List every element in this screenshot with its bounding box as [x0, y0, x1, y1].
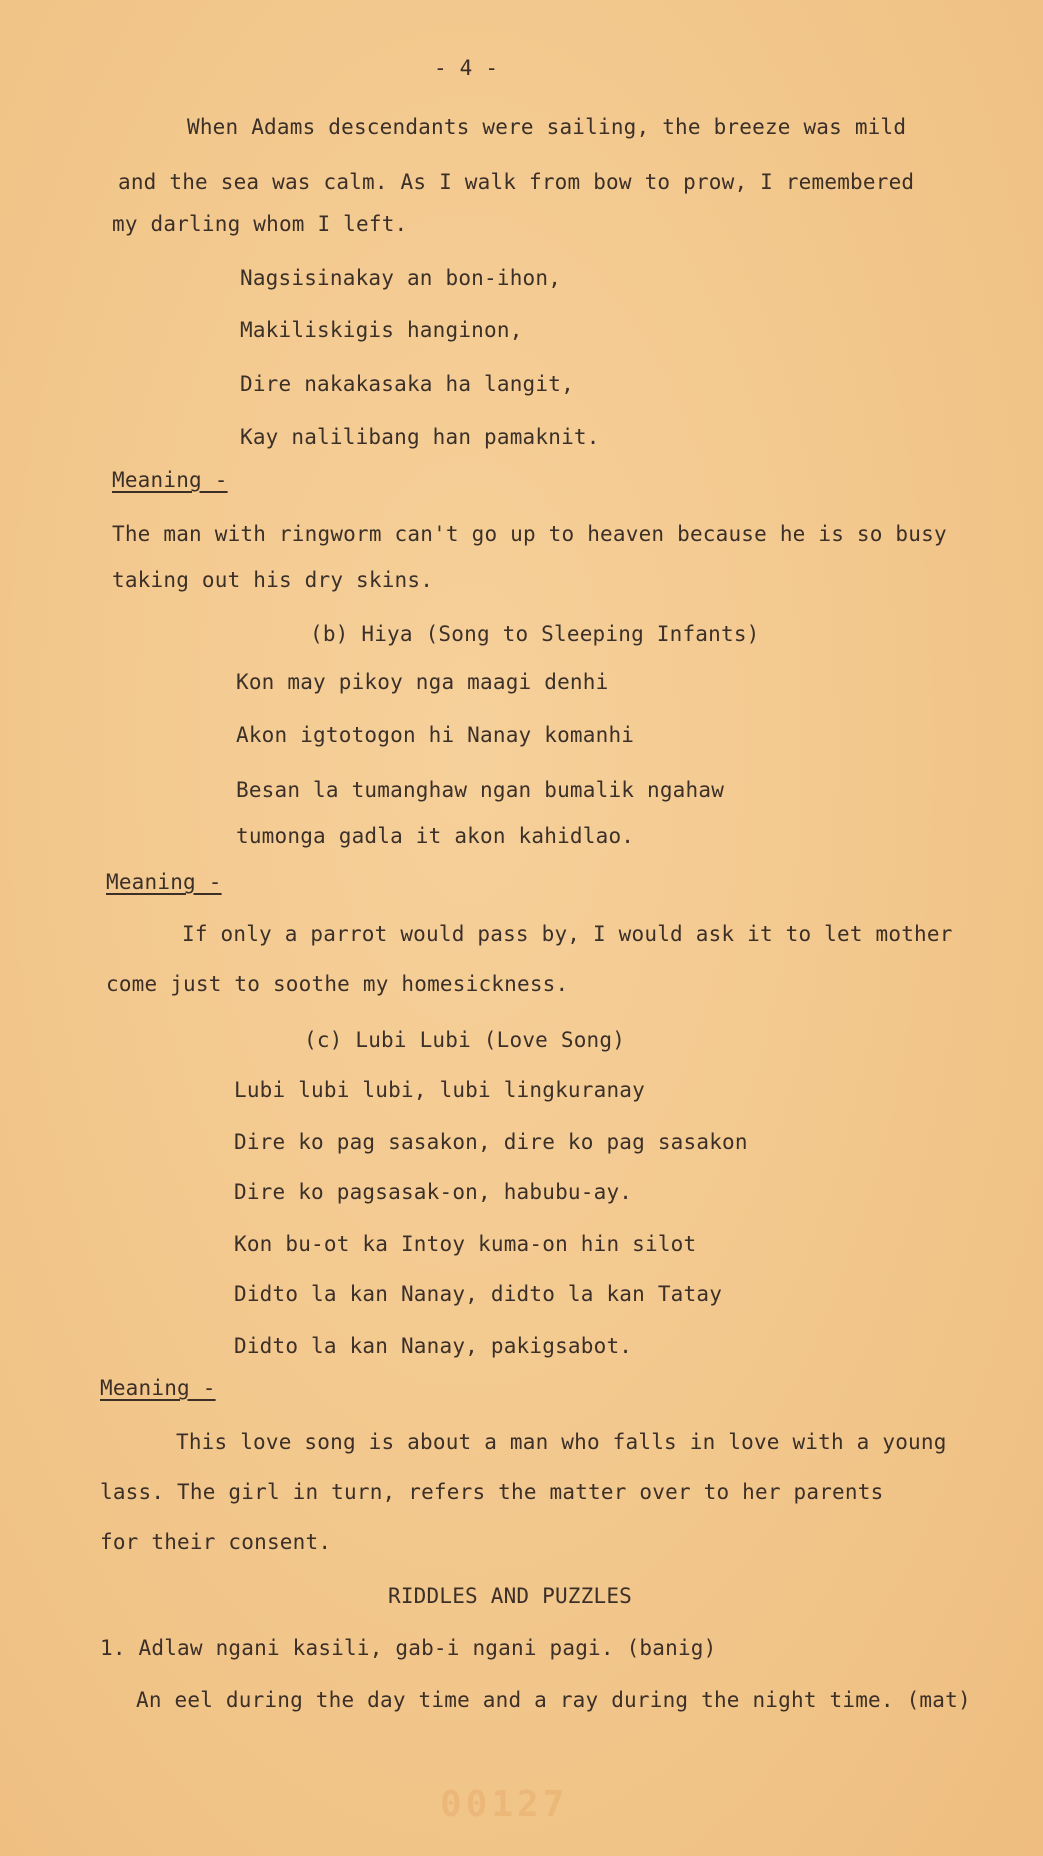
meaning-a-line-1: The man with ringworm can't go up to heaven because he is so busy	[112, 522, 947, 546]
meaning-c-line-2: lass. The girl in turn, refers the matter over to her parents	[100, 1480, 884, 1504]
riddle-1-text: 1. Adlaw ngani kasili, gab-i ngani pagi. (banig)	[100, 1636, 717, 1660]
meaning-label-c: Meaning -	[100, 1376, 216, 1400]
meaning-a-line-2: taking out his dry skins.	[112, 568, 434, 592]
verse-b-line-4: tumonga gadla it akon kahidlao.	[236, 824, 635, 848]
riddle-1-translation: An eel during the day time and a ray during the night time. (mat)	[136, 1688, 971, 1712]
verse-a-line-1: Nagsisinakay an bon-ihon,	[240, 266, 562, 290]
meaning-b-line-1: If only a parrot would pass by, I would ask it to let mother	[182, 922, 953, 946]
verse-b-line-3: Besan la tumanghaw ngan bumalik ngahaw	[236, 778, 725, 802]
song-b-title: (b) Hiya (Song to Sleeping Infants)	[310, 622, 760, 646]
page-number: - 4 -	[434, 56, 499, 80]
verse-c-line-3: Dire ko pagsasak-on, habubu-ay.	[234, 1180, 633, 1204]
verse-a-line-3: Dire nakakasaka ha langit,	[240, 372, 574, 396]
meaning-label-b: Meaning -	[106, 870, 222, 894]
meaning-b-line-2: come just to soothe my homesickness.	[106, 972, 569, 996]
section-heading: RIDDLES AND PUZZLES	[388, 1584, 633, 1608]
intro-line-1: When Adams descendants were sailing, the breeze was mild	[187, 115, 907, 139]
song-c-title: (c) Lubi Lubi (Love Song)	[304, 1028, 626, 1052]
verse-b-line-2: Akon igtotogon hi Nanay komanhi	[236, 723, 635, 747]
verse-c-line-4: Kon bu-ot ka Intoy kuma-on hin silot	[234, 1232, 697, 1256]
verse-c-line-5: Didto la kan Nanay, didto la kan Tatay	[234, 1282, 723, 1306]
meaning-label-a: Meaning -	[112, 468, 228, 492]
verse-c-line-2: Dire ko pag sasakon, dire ko pag sasakon	[234, 1130, 748, 1154]
verse-a-line-2: Makiliskigis hanginon,	[240, 318, 523, 342]
intro-line-2: and the sea was calm. As I walk from bow to prow, I remembered	[118, 170, 915, 194]
intro-line-3: my darling whom I left.	[112, 212, 408, 236]
verse-c-line-1: Lubi lubi lubi, lubi lingkuranay	[234, 1078, 645, 1102]
meaning-c-line-3: for their consent.	[100, 1530, 332, 1554]
verse-b-line-1: Kon may pikoy nga maagi denhi	[236, 670, 609, 694]
archive-stamp: 00127	[440, 1784, 569, 1825]
verse-c-line-6: Didto la kan Nanay, pakigsabot.	[234, 1334, 633, 1358]
verse-a-line-4: Kay nalilibang han pamaknit.	[240, 425, 600, 449]
meaning-c-line-1: This love song is about a man who falls in love with a young	[176, 1430, 947, 1454]
